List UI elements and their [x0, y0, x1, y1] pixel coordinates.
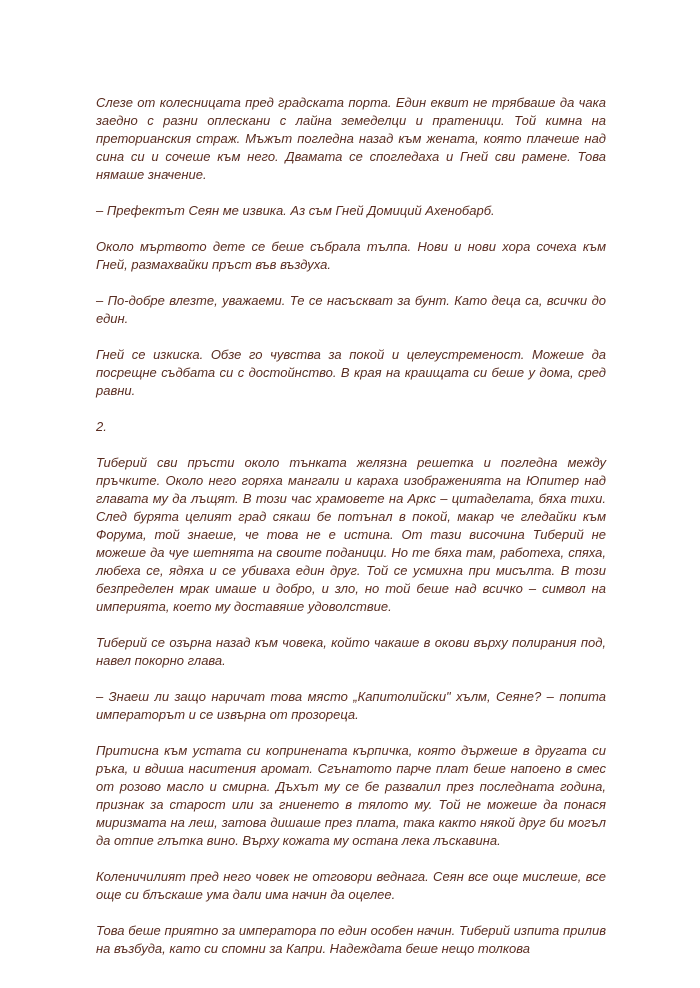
paragraph: Притисна към устата си копринената кърпичка, която държеше в другата си ръка, и вдиша наситения аромат. Сгънатото парче плат беше напоено в смес от розово масло и смирна. Дъхът му се бе развалил през последната година, признак за старост или за гниенето в тялото му. Той не можеше да понася миризмата на леш, затова дишаше през плата, така както някой друг би могъл да отпие глътка вино. Върху кожата му остана лека лъскавина. [96, 743, 606, 848]
paragraph: Коленичилият пред него човек не отговори веднага. Сеян все още мислеше, все още си блъскаше ума дали има начин да оцелее. [96, 869, 606, 902]
paragraph: Гней се изкиска. Обзе го чувства за покой и целеустременост. Можеше да посрещне съдбата си с достойнство. В края на краищата си беше у дома, сред равни. [96, 347, 606, 398]
paragraph: Слезе от колесницата пред градската порта. Един еквит не трябваше да чака заедно с разни оплескани с лайна земеделци и пратеници. Той кимна на преторианския страж. Мъжът погледна назад към жената, която плачеше над сина си и сочеше към него. Двамата се спогледаха и Гней сви рамене. Това нямаше значение. [96, 95, 606, 182]
paragraph: Около мъртвото дете се беше събрала тълпа. Нови и нови хора сочеха към Гней, размахвайки пръст във въздуха. [96, 239, 606, 272]
paragraph: – По-добре влезте, уважаеми. Те се насъскват за бунт. Като деца са, всички до един. [96, 293, 606, 326]
paragraph: Тиберий се озърна назад към човека, който чакаше в окови върху полирания под, навел покорно глава. [96, 635, 606, 668]
document-body [96, 94, 606, 958]
paragraph: Тиберий сви пръсти около тънката желязна решетка и погледна между пръчките. Около него горяха мангали и караха изображенията на Юпитер над главата му да лъщят. В този час храмовете на Аркс – цитаделата, бяха тихи. След бурята целият град сякаш бе потънал в покой, макар че гледайки към Форума, той знаеше, че това не е истина. От тази височина Тиберий не можеше да чуе шетнята на своите поданици. Но те бяха там, работеха, спяха, любеха се, ядяха и се убиваха един друг. Той се усмихна при мисълта. В този безпределен мрак имаше и добро, и зло, но той беше над всичко – символ на империята, което му доставяше удоволствие. [96, 455, 606, 614]
paragraph: – Знаеш ли защо наричат това място „Капитолийски" хълм, Сеяне? – попита императорът и се извърна от прозореца. [96, 689, 606, 722]
paragraph: – Префектът Сеян ме извика. Аз съм Гней Домиций Ахенобарб. [96, 203, 495, 218]
paragraph: Това беше приятно за императора по един особен начин. Тиберий изпита прилив на възбуда, като си спомни за Капри. Надеждата беше нещо толкова [96, 923, 606, 956]
section-number: 2. [96, 419, 107, 434]
